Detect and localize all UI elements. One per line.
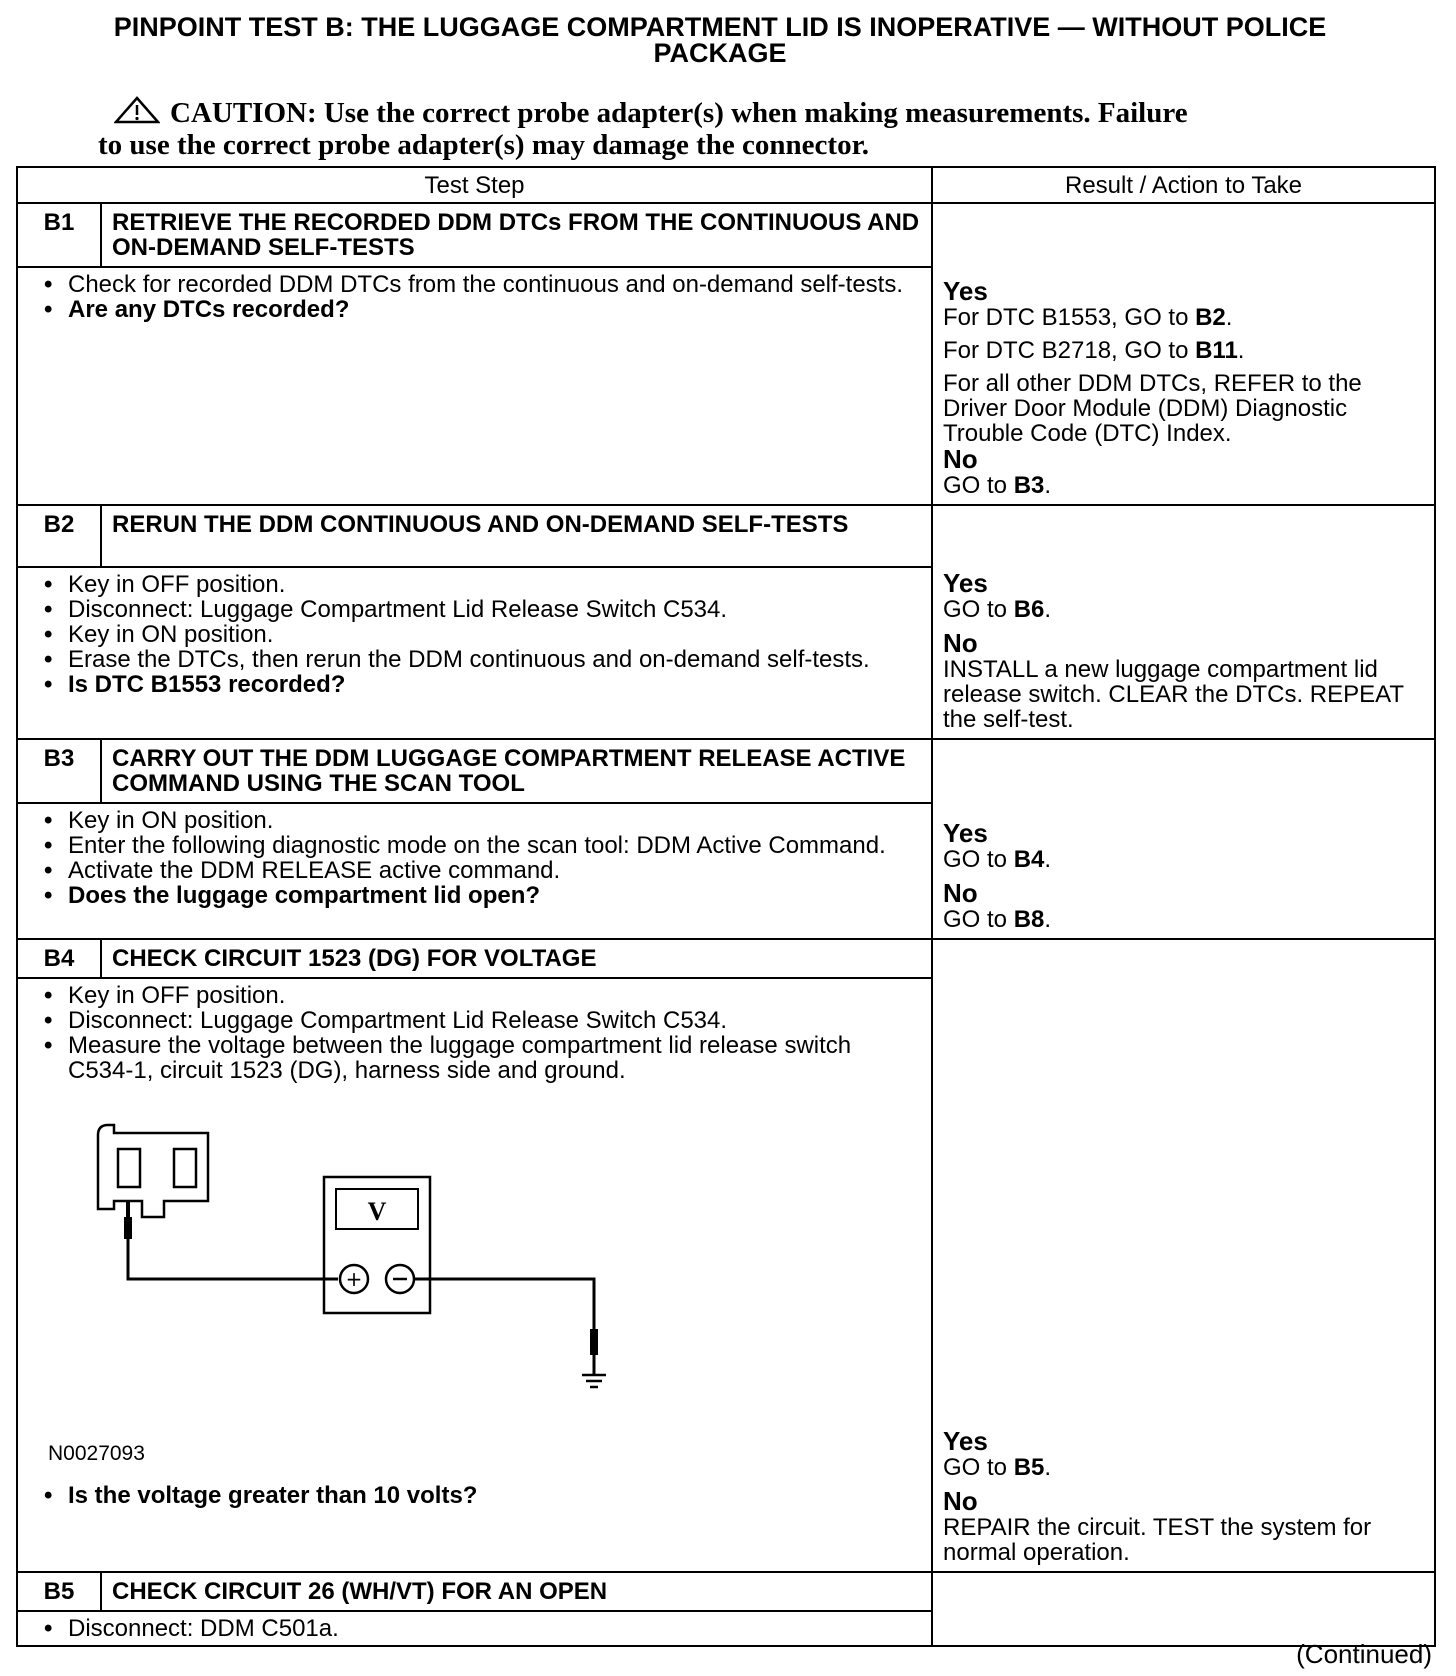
bullet-item: • Measure the voltage between the luggage compartment lid release switch C534-1, circuit 1523 (DG), harness side and ground. (54, 1033, 921, 1083)
step-bullets (28, 808, 921, 908)
result-line: INSTALL a new luggage compartment lid release switch. CLEAR the DTCs. REPEAT the self-test. (943, 656, 1404, 733)
step-bullets (28, 983, 921, 1083)
step-body (17, 1611, 932, 1646)
step-id: B3 (17, 739, 101, 803)
step-reference: B5 (1013, 1454, 1045, 1481)
page-title (60, 14, 1380, 66)
no-label: No (943, 1486, 978, 1516)
caution-line-1: CAUTION: Use the correct probe adapter(s) when making measurements. Failure (170, 97, 1188, 129)
step-bullets (28, 572, 921, 697)
bullet-item: • Check for recorded DDM DTCs from the continuous and on-demand self-tests. (54, 272, 921, 297)
step-b3-title-row (17, 739, 1435, 803)
result-line: For all other DDM DTCs, REFER to the Driver Door Module (DDM) Diagnostic Trouble Code (DTC) Index. (943, 370, 1362, 447)
step-b2-title-row (17, 505, 1435, 567)
step-reference: B4 (1013, 846, 1045, 873)
step-body (17, 978, 932, 1572)
result-text: . (1044, 846, 1052, 873)
yes-label: Yes (943, 568, 988, 598)
result-text: GO to (943, 1454, 1014, 1481)
ground-symbol-icon (582, 1375, 606, 1387)
step-b3-result (932, 739, 1435, 939)
no-label: No (943, 444, 978, 474)
caution-line-2: to use the correct probe adapter(s) may damage the connector. (98, 129, 870, 161)
step-title: CHECK CIRCUIT 26 (WH/VT) FOR AN OPEN (101, 1572, 932, 1611)
step-bullets (28, 1616, 921, 1641)
continued-label: (Continued) (1296, 1639, 1432, 1669)
step-title: RERUN THE DDM CONTINUOUS AND ON-DEMAND SELF-TESTS (101, 505, 932, 567)
result-text: GO to (943, 846, 1014, 873)
step-body (17, 567, 932, 739)
result-text: GO to (943, 596, 1014, 623)
result-text: For DTC B2718, GO to (943, 337, 1196, 364)
step-b1-title-row (17, 203, 1435, 267)
bullet-item: • Key in ON position. (54, 622, 921, 647)
step-bullets (28, 272, 921, 322)
step-body (17, 267, 932, 505)
test-lead-positive (128, 1239, 338, 1279)
step-reference: B6 (1013, 596, 1045, 623)
result-text: GO to (943, 472, 1014, 499)
test-lead-negative (414, 1279, 594, 1329)
svg-text:+: + (345, 1267, 363, 1291)
bullet-item: • Erase the DTCs, then rerun the DDM continuous and on-demand self-tests. (54, 647, 921, 672)
figure-id: N0027093 (48, 1442, 145, 1465)
step-body (17, 803, 932, 939)
step-b2-result (932, 505, 1435, 739)
bullet-item: • Key in OFF position. (54, 983, 921, 1008)
result-line (943, 597, 1424, 622)
result-line (943, 473, 1424, 498)
question-item: • Are any DTCs recorded? (54, 297, 921, 322)
step-reference: B2 (1195, 304, 1226, 331)
result-text: . (1044, 1454, 1052, 1481)
probe-icon (124, 1201, 132, 1239)
result-line (943, 847, 1424, 872)
test-step-header: Test Step (17, 167, 932, 203)
step-bullets (28, 1483, 921, 1508)
step-title: RETRIEVE THE RECORDED DDM DTCs FROM THE CONTINUOUS AND ON-DEMAND SELF-TESTS (101, 203, 932, 267)
step-reference: B8 (1013, 906, 1045, 933)
step-b5-title-row (17, 1572, 1435, 1611)
result-line (943, 907, 1424, 932)
result-text: . (1225, 304, 1233, 331)
result-line (943, 305, 1424, 330)
step-title: CHECK CIRCUIT 1523 (DG) FOR VOLTAGE (101, 939, 932, 978)
result-text: . (1044, 472, 1052, 499)
yes-label: Yes (943, 276, 988, 306)
title-line-1: PINPOINT TEST B: THE LUGGAGE COMPARTMENT LID IS INOPERATIVE — WITHOUT POLICE (113, 12, 1327, 42)
question-item: • Does the luggage compartment lid open? (54, 883, 921, 908)
bullet-item: • Disconnect: Luggage Compartment Lid Release Switch C534. (54, 1008, 921, 1033)
result-line: REPAIR the circuit. TEST the system for normal operation. (943, 1514, 1372, 1566)
step-b4-result (932, 939, 1435, 1572)
step-id: B5 (17, 1572, 101, 1611)
title-line-2: PACKAGE (653, 38, 787, 68)
yes-label: Yes (943, 818, 988, 848)
step-id: B2 (17, 505, 101, 567)
bullet-item: • Activate the DDM RELEASE active command. (54, 858, 921, 883)
question-item: • Is the voltage greater than 10 volts? (54, 1483, 921, 1508)
ground-probe-icon (590, 1329, 598, 1375)
result-line (943, 338, 1424, 363)
step-title: CARRY OUT THE DDM LUGGAGE COMPARTMENT RELEASE ACTIVE COMMAND USING THE SCAN TOOL (101, 739, 932, 803)
connector-c534-icon (98, 1125, 208, 1217)
step-b4-title-row (17, 939, 1435, 978)
result-header: Result / Action to Take (932, 167, 1435, 203)
step-reference: B3 (1013, 472, 1045, 499)
step-b5-result (932, 1572, 1435, 1646)
result-text: For DTC B1553, GO to (943, 304, 1196, 331)
step-id: B1 (17, 203, 101, 267)
warning-triangle-icon (114, 96, 160, 124)
meter-label: V (367, 1197, 387, 1226)
bullet-item: • Disconnect: DDM C501a. (54, 1616, 921, 1641)
bullet-item: • Enter the following diagnostic mode on the scan tool: DDM Active Command. (54, 833, 921, 858)
result-text: . (1044, 596, 1052, 623)
pinpoint-test-table (16, 166, 1436, 1647)
table-header-row (17, 167, 1435, 203)
no-label: No (943, 878, 978, 908)
bullet-item: • Key in ON position. (54, 808, 921, 833)
question-item: • Is DTC B1553 recorded? (54, 672, 921, 697)
step-b1-result (932, 203, 1435, 505)
step-reference: B11 (1195, 337, 1238, 364)
bullet-item: • Disconnect: Luggage Compartment Lid Release Switch C534. (54, 597, 921, 622)
result-text: . (1044, 906, 1052, 933)
result-text: GO to (943, 906, 1014, 933)
step-id: B4 (17, 939, 101, 978)
caution-notice (98, 96, 1398, 161)
yes-label: Yes (943, 1426, 988, 1456)
wiring-diagram (28, 1083, 848, 1483)
voltage-measurement-figure (28, 1083, 921, 1483)
no-label: No (943, 628, 978, 658)
result-line (943, 1455, 1424, 1480)
bullet-item: • Key in OFF position. (54, 572, 921, 597)
result-text: . (1237, 337, 1245, 364)
